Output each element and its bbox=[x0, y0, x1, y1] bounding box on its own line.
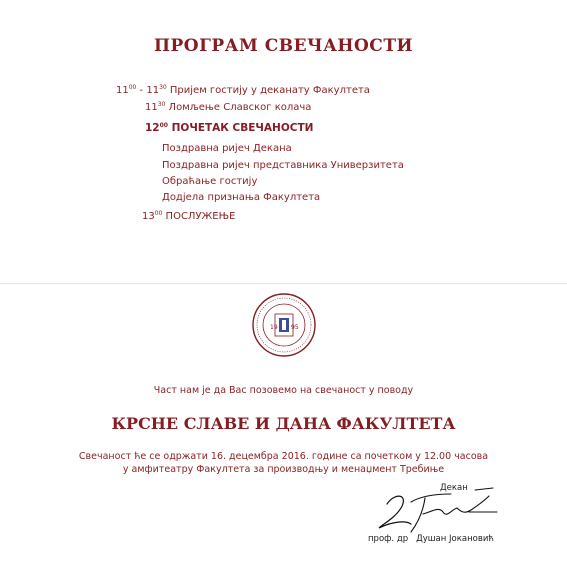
time-min: 00 bbox=[159, 122, 168, 129]
program-subitem-university: Поздравна ријеч представника Универзитета bbox=[162, 160, 404, 171]
program-subitem-guests: Обраћање гостију bbox=[162, 176, 258, 187]
event-details-line-2: у амфитеатру Факултета за производњу и менаџмент Требиње bbox=[122, 464, 445, 475]
time-sep: - bbox=[136, 85, 147, 96]
time: 11 bbox=[145, 102, 158, 113]
time-end: 11 bbox=[146, 85, 160, 96]
faculty-seal-icon bbox=[251, 292, 317, 358]
time-start-min: 00 bbox=[128, 84, 137, 91]
program-item-start bbox=[145, 122, 313, 134]
program-item-cake bbox=[145, 101, 311, 113]
time: 12 bbox=[145, 122, 160, 134]
dean-signature bbox=[365, 482, 525, 538]
time: 13 bbox=[142, 211, 155, 222]
seal-year-left: 19 bbox=[270, 324, 278, 331]
dean-label: Декан bbox=[440, 483, 468, 493]
program-subitem-dean: Поздравна ријеч Декана bbox=[162, 143, 292, 154]
item-text: ПОСЛУЖЕЊЕ bbox=[162, 211, 236, 222]
item-text: Ломљење Славског колача bbox=[165, 102, 312, 113]
program-item-refreshments bbox=[142, 210, 235, 222]
time-start: 11 bbox=[116, 85, 129, 96]
time-end-min: 30 bbox=[159, 84, 167, 91]
item-text: ПОЧЕТАК СВЕЧАНОСТИ bbox=[167, 122, 314, 134]
program-subitem-awards: Додјела признања Факултета bbox=[162, 192, 321, 203]
time-min: 30 bbox=[157, 101, 166, 108]
seal-year-right: 95 bbox=[291, 324, 299, 331]
time-min: 00 bbox=[154, 210, 163, 217]
dean-title: проф. др bbox=[368, 534, 409, 544]
dean-name bbox=[368, 534, 502, 544]
program-item-reception bbox=[116, 84, 370, 96]
event-details-line-1: Свечаност ће се одржати 16. децембра 2016. године са почетком у 12.00 часова bbox=[78, 451, 489, 462]
program-title: ПРОГРАМ СВЕЧАНОСТИ bbox=[153, 36, 414, 56]
card-fold-divider bbox=[0, 283, 567, 284]
dean-full-name: Душан Јокановић bbox=[416, 534, 494, 544]
item-text: Пријем гостију у деканату Факултета bbox=[166, 85, 370, 96]
event-title: КРСНЕ СЛАВЕ И ДАНА ФАКУЛТЕТА bbox=[111, 414, 456, 433]
invitation-intro: Част нам је да Вас позовемо на свечаност у поводу bbox=[153, 385, 414, 396]
